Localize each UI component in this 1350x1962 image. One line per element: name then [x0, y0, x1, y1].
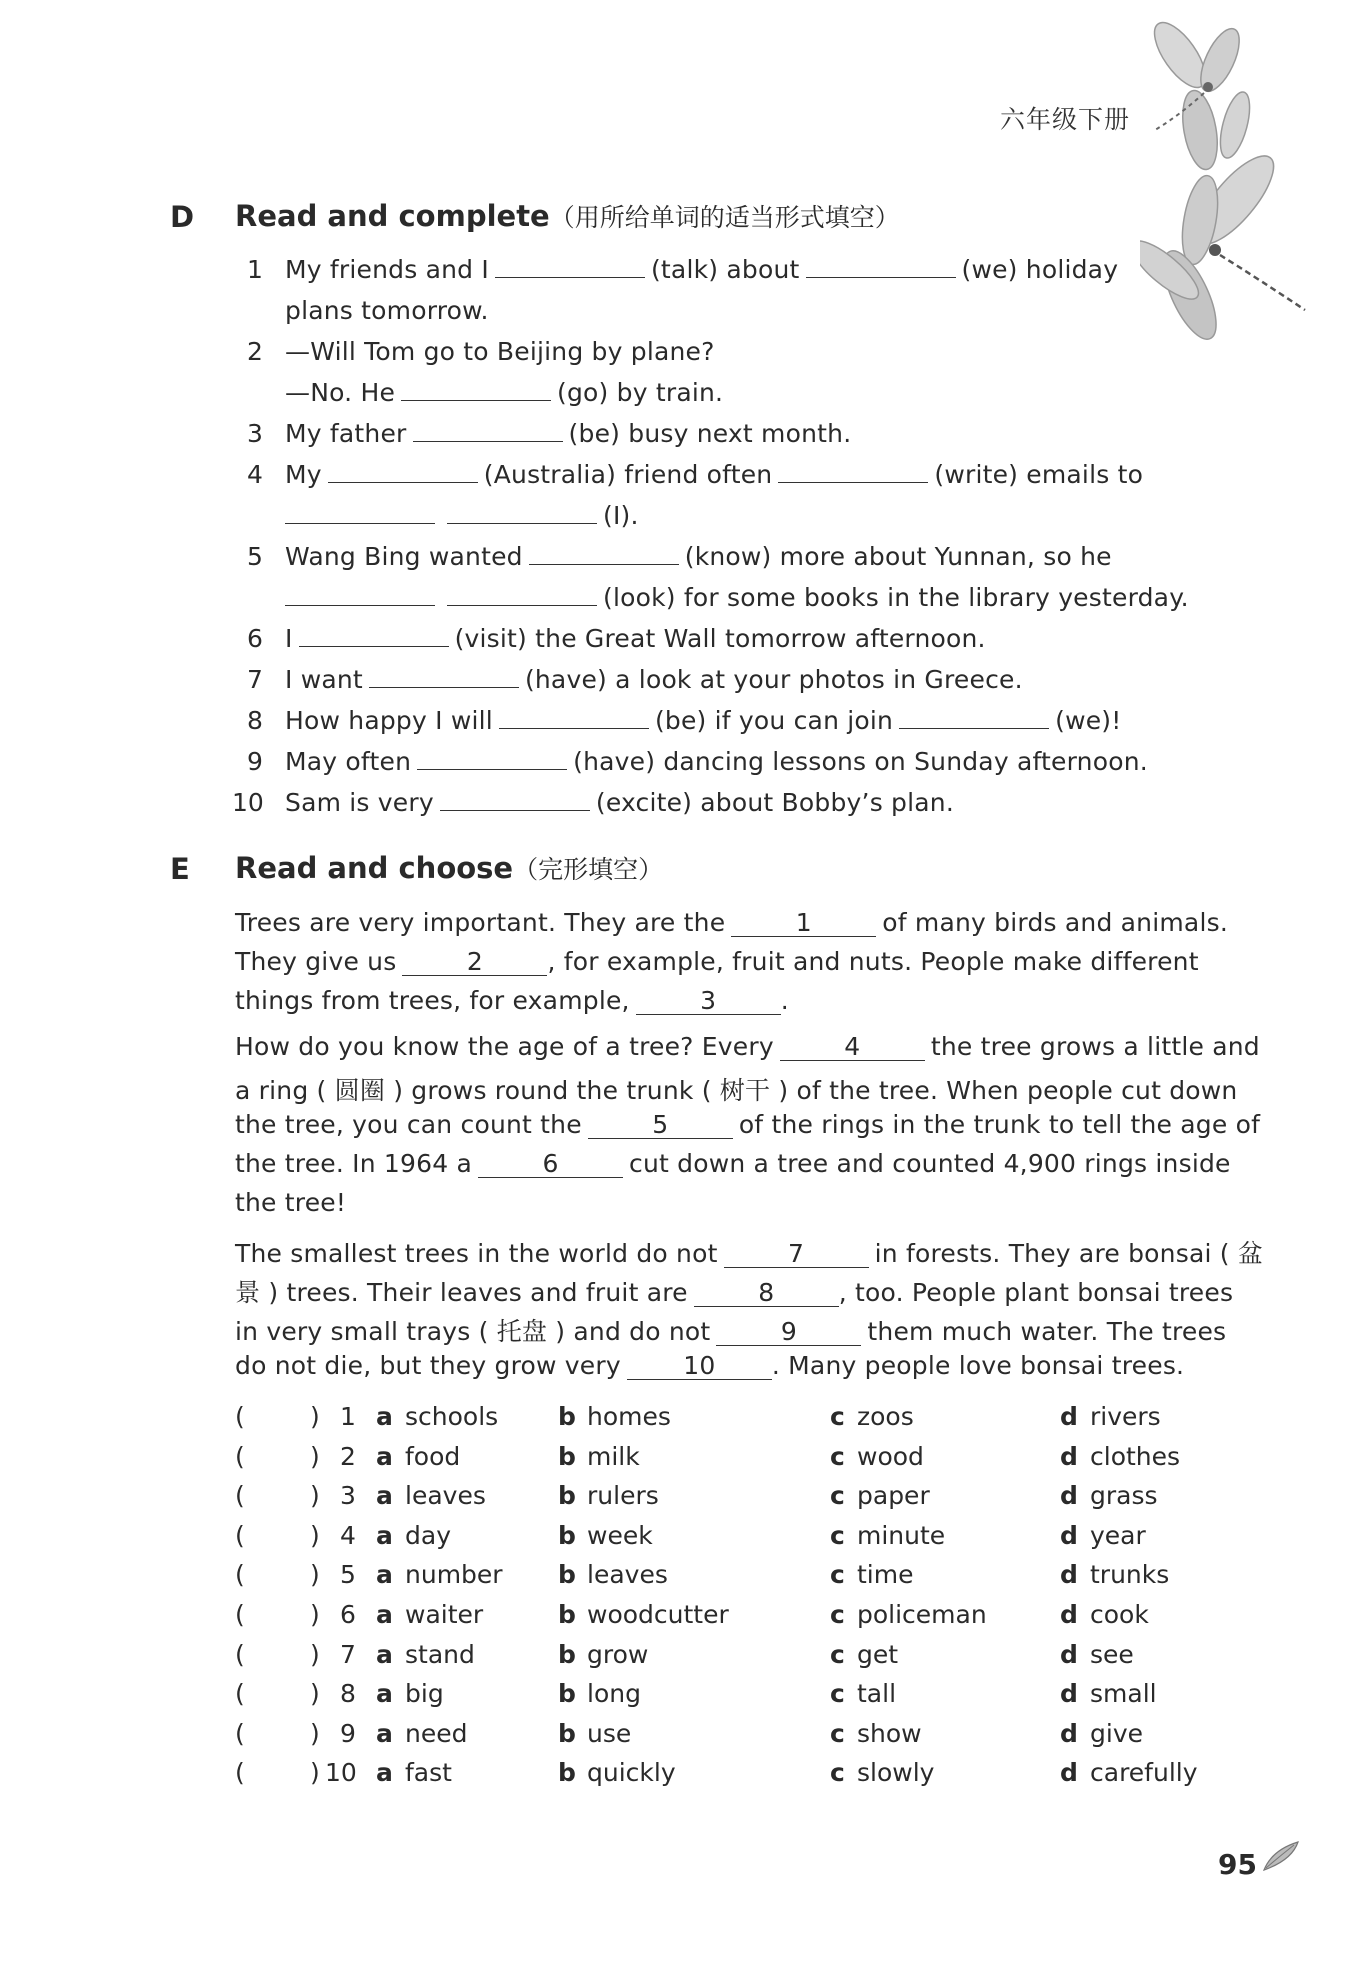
section-e-title-cn: （完形填空） [513, 855, 664, 884]
item-line [285, 583, 1189, 612]
passage-text: They give us [235, 947, 397, 976]
item-text: (excite) about Bobby’s plan. [595, 788, 954, 817]
option-letter-d: d [1060, 1481, 1078, 1511]
answer-paren-open: ( [235, 1600, 245, 1629]
passage-line [235, 986, 789, 1015]
answer-paren-close: ) [310, 1718, 320, 1748]
answer-paren-close: ) [310, 1758, 320, 1788]
passage-line [235, 1351, 1184, 1380]
item-text: (write) emails to [934, 460, 1144, 489]
item-text: (know) more about Yunnan, so he [684, 542, 1112, 571]
answer-paren-close: ) [310, 1679, 320, 1709]
answer-paren-close: ) [310, 1560, 320, 1590]
option-letter-a: a [376, 1402, 393, 1431]
numbered-blank[interactable] [627, 1353, 772, 1380]
option-letter-c: c [830, 1520, 845, 1550]
option-letter-c: c [830, 1718, 845, 1748]
option-c: wood [857, 1441, 924, 1471]
answer-slot[interactable] [250, 1402, 305, 1432]
section-e-title-en: Read and choose [235, 851, 514, 885]
item-text: My father [285, 419, 407, 448]
item-number: 7 [247, 665, 263, 694]
option-b: week [587, 1520, 653, 1550]
passage-text: things from trees, for example, [235, 986, 630, 1015]
option-c: policeman [857, 1600, 987, 1629]
passage-text: the tree. In 1964 a [235, 1149, 473, 1178]
item-number: 3 [247, 419, 263, 448]
passage-text: of many birds and animals. [882, 908, 1228, 937]
question-number: 7 [340, 1639, 356, 1669]
passage-text: a ring ( 圆圈 ) grows round the trunk ( 树干 ) of the tree. When people cut down [235, 1076, 1238, 1105]
item-text: (be) busy next month. [568, 419, 852, 448]
item-line [285, 542, 1112, 571]
blank-number: 9 [780, 1317, 797, 1346]
passage-line [235, 1071, 1237, 1107]
option-d: grass [1090, 1481, 1158, 1511]
question-number: 2 [340, 1441, 356, 1471]
numbered-blank[interactable] [636, 988, 781, 1015]
item-line [285, 255, 1118, 284]
answer-slot[interactable] [250, 1679, 305, 1709]
section-d-title [235, 198, 900, 234]
item-text: I want [285, 665, 363, 694]
passage-line [235, 1149, 1231, 1178]
answer-paren-close: ) [310, 1520, 320, 1550]
option-letter-b: b [558, 1679, 576, 1709]
answer-paren-open: ( [235, 1441, 245, 1471]
blank-number: 6 [542, 1149, 559, 1178]
item-line [285, 460, 1143, 489]
question-number: 3 [340, 1481, 356, 1511]
answer-slot[interactable] [250, 1560, 305, 1590]
option-letter-c: c [830, 1441, 845, 1471]
passage-text: in forests. They are bonsai ( 盆 [874, 1239, 1264, 1268]
item-line [285, 419, 851, 448]
answer-blank[interactable] [447, 501, 597, 524]
passage-text: , for example, fruit and nuts. People make different [547, 947, 1199, 976]
blank-number: 10 [683, 1351, 716, 1380]
option-b: use [587, 1718, 632, 1748]
item-text: (be) if you can join [654, 706, 894, 735]
answer-paren-open: ( [235, 1639, 245, 1669]
numbered-blank[interactable] [588, 1112, 733, 1139]
item-text: My [285, 460, 322, 489]
option-letter-b: b [558, 1639, 576, 1669]
numbered-blank[interactable] [724, 1241, 869, 1268]
blank-number: 3 [700, 986, 717, 1015]
option-row [0, 1402, 1350, 1438]
option-b: woodcutter [587, 1600, 729, 1629]
option-letter-d: d [1060, 1441, 1078, 1471]
item-text: May often [285, 747, 412, 776]
item-text: How happy I will [285, 706, 493, 735]
item-text: (have) dancing lessons on Sunday afternoon. [573, 747, 1148, 776]
option-letter-b: b [558, 1402, 576, 1431]
answer-blank[interactable] [440, 788, 590, 811]
answer-blank[interactable] [413, 419, 563, 442]
option-letter-c: c [830, 1481, 845, 1511]
option-a: waiter [405, 1600, 484, 1629]
option-letter-a: a [376, 1441, 393, 1471]
section-d-title-en: Read and complete [235, 199, 550, 233]
item-text: (talk) about [650, 255, 800, 284]
passage-text: . [780, 986, 789, 1015]
passage-text: 景 ) trees. Their leaves and fruit are [235, 1278, 688, 1307]
option-letter-d: d [1060, 1560, 1078, 1590]
option-letter-d: d [1060, 1679, 1078, 1709]
option-row [0, 1719, 1350, 1755]
item-text: (go) by train. [557, 378, 724, 407]
item-text: I [285, 624, 293, 653]
question-number: 10 [325, 1758, 357, 1788]
item-line [285, 747, 1148, 776]
option-letter-b: b [558, 1441, 576, 1471]
answer-blank[interactable] [529, 542, 679, 565]
option-letter-a: a [376, 1520, 393, 1550]
item-text: —Will Tom go to Beijing by plane? [285, 337, 715, 366]
answer-blank[interactable] [285, 583, 435, 606]
option-letter-a: a [376, 1758, 393, 1788]
item-number: 2 [247, 337, 263, 366]
item-number: 6 [247, 624, 263, 653]
answer-slot[interactable] [250, 1719, 305, 1749]
option-letter-b: b [558, 1718, 576, 1748]
option-d: cook [1090, 1600, 1149, 1629]
passage-text: in very small trays ( 托盘 ) and do not [235, 1317, 711, 1346]
passage-line [235, 1234, 1263, 1270]
option-row [0, 1600, 1350, 1636]
item-text: (have) a look at your photos in Greece. [524, 665, 1023, 694]
option-c: zoos [857, 1402, 914, 1431]
question-number: 6 [340, 1600, 356, 1629]
option-a: food [405, 1441, 461, 1471]
item-line [285, 378, 723, 407]
passage-text: How do you know the age of a tree? Every [235, 1032, 774, 1061]
numbered-blank[interactable] [716, 1319, 861, 1346]
option-a: big [405, 1679, 444, 1709]
item-text: (we) holiday [961, 255, 1119, 284]
answer-slot[interactable] [250, 1640, 305, 1670]
numbered-blank[interactable] [780, 1034, 925, 1061]
section-e-letter: E [170, 852, 190, 886]
section-d-title-cn: （用所给单词的适当形式填空） [549, 203, 900, 232]
option-letter-a: a [376, 1718, 393, 1748]
passage-text: the tree, you can count the [235, 1110, 582, 1139]
passage-line [235, 1273, 1233, 1309]
numbered-blank[interactable] [478, 1151, 623, 1178]
option-letter-c: c [830, 1758, 845, 1788]
answer-slot[interactable] [250, 1600, 305, 1630]
option-b: milk [587, 1441, 640, 1471]
option-letter-d: d [1060, 1600, 1078, 1629]
page-number: 95 [1218, 1848, 1257, 1881]
item-number: 5 [247, 542, 263, 571]
option-c: show [857, 1718, 922, 1748]
section-e-title [235, 850, 663, 886]
numbered-blank[interactable] [694, 1280, 839, 1307]
item-text: plans tomorrow. [285, 296, 489, 325]
section-d-letter: D [170, 200, 195, 234]
item-line [285, 706, 1121, 735]
item-text: Wang Bing wanted [285, 542, 523, 571]
option-letter-b: b [558, 1600, 576, 1629]
answer-paren-close: ) [310, 1639, 320, 1669]
answer-paren-open: ( [235, 1481, 245, 1511]
item-line [285, 501, 639, 530]
blank-number: 1 [795, 908, 812, 937]
answer-paren-close: ) [310, 1600, 320, 1629]
passage-line [235, 908, 1228, 937]
option-d: carefully [1090, 1758, 1198, 1788]
item-number: 10 [232, 788, 264, 817]
option-b: long [587, 1679, 641, 1709]
option-c: tall [857, 1679, 897, 1709]
blank-number: 5 [652, 1110, 669, 1139]
option-letter-c: c [830, 1639, 845, 1669]
option-row [0, 1640, 1350, 1676]
passage-line [235, 1110, 1260, 1139]
question-number: 8 [340, 1679, 356, 1709]
item-text: (Australia) friend often [483, 460, 773, 489]
passage-line [235, 1188, 346, 1217]
option-letter-d: d [1060, 1758, 1078, 1788]
option-letter-b: b [558, 1560, 576, 1590]
passage-line [235, 1312, 1226, 1348]
passage-text: . Many people love bonsai trees. [771, 1351, 1185, 1380]
answer-paren-open: ( [235, 1520, 245, 1550]
option-letter-a: a [376, 1679, 393, 1709]
passage-text: the tree! [235, 1188, 347, 1217]
passage-text: them much water. The trees [867, 1317, 1227, 1346]
option-c: get [857, 1639, 899, 1669]
option-letter-b: b [558, 1758, 576, 1788]
passage-text: the tree grows a little and [930, 1032, 1260, 1061]
option-a: fast [405, 1758, 452, 1788]
answer-slot[interactable] [250, 1521, 305, 1551]
answer-slot[interactable] [250, 1442, 305, 1472]
question-number: 4 [340, 1520, 356, 1550]
option-b: quickly [587, 1758, 676, 1788]
option-row [0, 1758, 1350, 1794]
option-row [0, 1442, 1350, 1478]
passage-text: cut down a tree and counted 4,900 rings inside [629, 1149, 1231, 1178]
blank-number: 4 [844, 1032, 861, 1061]
option-b: rulers [587, 1481, 659, 1511]
option-letter-d: d [1060, 1639, 1078, 1669]
passage-text: , too. People plant bonsai trees [838, 1278, 1234, 1307]
item-text: My friends and I [285, 255, 489, 284]
option-c: paper [857, 1481, 930, 1511]
passage-text: Trees are very important. They are the [235, 908, 726, 937]
option-row [0, 1560, 1350, 1596]
option-letter-b: b [558, 1520, 576, 1550]
option-b: grow [587, 1639, 649, 1669]
option-letter-b: b [558, 1481, 576, 1511]
option-d: small [1090, 1679, 1157, 1709]
option-a: leaves [405, 1481, 486, 1511]
item-number: 1 [247, 255, 263, 284]
option-d: rivers [1090, 1402, 1161, 1431]
answer-blank[interactable] [778, 460, 928, 483]
answer-paren-open: ( [235, 1560, 245, 1590]
answer-paren-open: ( [235, 1758, 245, 1788]
numbered-blank[interactable] [731, 910, 876, 937]
item-text: (we)! [1055, 706, 1122, 735]
item-number: 9 [247, 747, 263, 776]
option-letter-c: c [830, 1679, 845, 1709]
passage-line [235, 947, 1199, 976]
passage-line [235, 1032, 1260, 1061]
option-letter-a: a [376, 1600, 393, 1629]
item-line [285, 624, 986, 653]
item-text: (visit) the Great Wall tomorrow afternoon. [454, 624, 986, 653]
option-letter-c: c [830, 1560, 845, 1590]
leaf-icon [1262, 1840, 1302, 1872]
answer-slot[interactable] [250, 1758, 305, 1788]
option-c: time [857, 1560, 914, 1590]
option-b: leaves [587, 1560, 668, 1590]
option-letter-d: d [1060, 1402, 1078, 1431]
option-a: need [405, 1718, 468, 1748]
option-a: stand [405, 1639, 475, 1669]
option-letter-a: a [376, 1481, 393, 1511]
option-d: see [1090, 1639, 1134, 1669]
answer-blank[interactable] [328, 460, 478, 483]
option-d: year [1090, 1520, 1146, 1550]
answer-paren-open: ( [235, 1679, 245, 1709]
option-row [0, 1679, 1350, 1715]
option-d: trunks [1090, 1560, 1170, 1590]
item-line [285, 296, 489, 325]
option-letter-d: d [1060, 1520, 1078, 1550]
option-a: number [405, 1560, 503, 1590]
option-row [0, 1481, 1350, 1517]
option-letter-a: a [376, 1560, 393, 1590]
item-text: Sam is very [285, 788, 434, 817]
option-c: slowly [857, 1758, 935, 1788]
option-letter-a: a [376, 1639, 393, 1669]
grade-label: 六年级下册 [1000, 105, 1131, 134]
question-number: 9 [340, 1718, 356, 1748]
item-text: —No. He [285, 378, 396, 407]
answer-blank[interactable] [417, 747, 567, 770]
question-number: 1 [340, 1402, 356, 1431]
passage-text: do not die, but they grow very [235, 1351, 621, 1380]
option-d: clothes [1090, 1441, 1181, 1471]
option-row [0, 1521, 1350, 1557]
item-line [285, 788, 954, 817]
option-b: homes [587, 1402, 671, 1431]
answer-blank[interactable] [447, 583, 597, 606]
blank-number: 8 [758, 1278, 775, 1307]
item-line [285, 665, 1023, 694]
answer-paren-close: ) [310, 1402, 320, 1431]
option-letter-d: d [1060, 1718, 1078, 1748]
option-d: give [1090, 1718, 1143, 1748]
blank-number: 2 [466, 947, 483, 976]
blank-number: 7 [788, 1239, 805, 1268]
answer-blank[interactable] [499, 706, 649, 729]
passage-text: of the rings in the trunk to tell the age of [738, 1110, 1261, 1139]
answer-blank[interactable] [401, 378, 551, 401]
option-a: day [405, 1520, 451, 1550]
item-number: 4 [247, 460, 263, 489]
passage-text: The smallest trees in the world do not [235, 1239, 718, 1268]
option-c: minute [857, 1520, 946, 1550]
option-a: schools [405, 1402, 499, 1431]
answer-paren-close: ) [310, 1441, 320, 1471]
answer-blank[interactable] [495, 255, 645, 278]
question-number: 5 [340, 1560, 356, 1590]
option-letter-c: c [830, 1402, 845, 1431]
answer-paren-open: ( [235, 1718, 245, 1748]
item-number: 8 [247, 706, 263, 735]
dragonfly-side-icon [1140, 150, 1320, 350]
answer-blank[interactable] [299, 624, 449, 647]
answer-blank[interactable] [369, 665, 519, 688]
item-line [285, 337, 715, 366]
numbered-blank[interactable] [402, 949, 547, 976]
answer-slot[interactable] [250, 1481, 305, 1511]
answer-paren-close: ) [310, 1481, 320, 1511]
answer-blank[interactable] [806, 255, 956, 278]
answer-paren-open: ( [235, 1402, 245, 1431]
option-letter-c: c [830, 1600, 845, 1629]
answer-blank[interactable] [285, 501, 435, 524]
item-text: (I). [603, 501, 639, 530]
item-text: (look) for some books in the library yesterday. [603, 583, 1189, 612]
answer-blank[interactable] [899, 706, 1049, 729]
